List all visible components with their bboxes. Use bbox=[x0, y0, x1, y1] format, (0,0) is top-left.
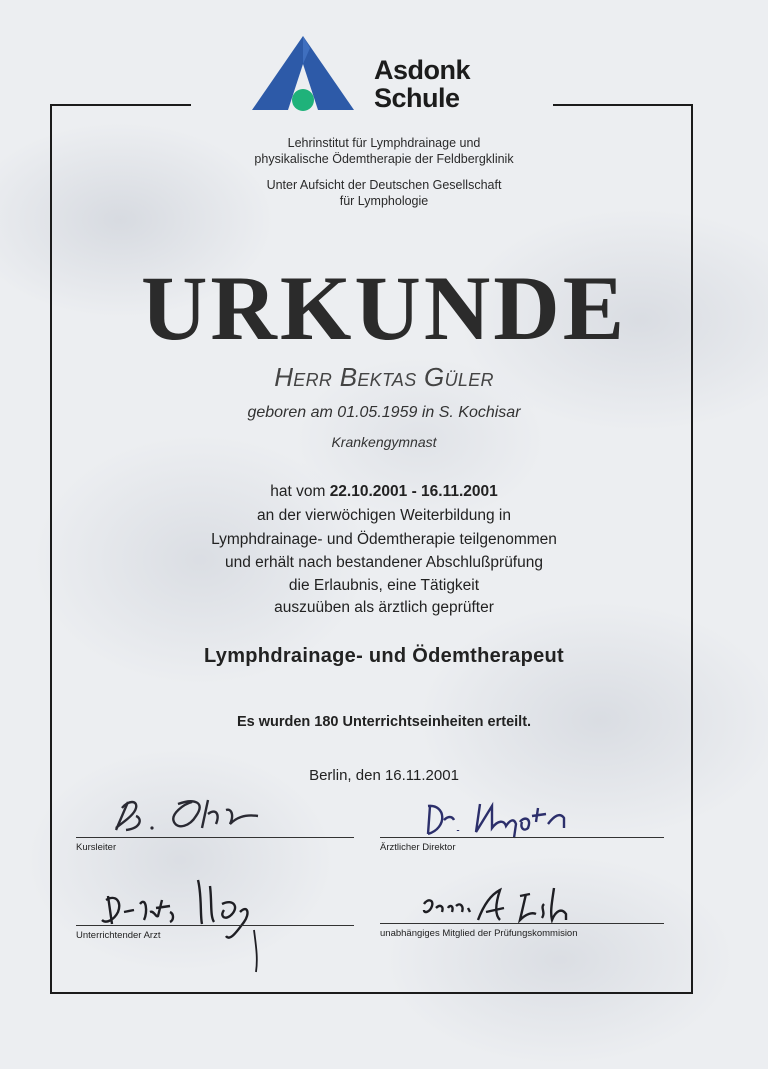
signature-line-medical-director bbox=[380, 837, 664, 838]
place-date: Berlin, den 16.11.2001 bbox=[309, 767, 459, 784]
qualification-title: Lymphdrainage- und Ödemtherapeut bbox=[204, 645, 564, 667]
period-prefix: hat vom bbox=[270, 483, 330, 500]
certificate-title: URKUNDE bbox=[140, 257, 628, 359]
signature-line-independent-member bbox=[380, 923, 664, 924]
independent-member-label: unabhängiges Mitglied der Prüfungskommision bbox=[380, 928, 578, 939]
birth-info: geboren am 01.05.1959 in S. Kochisar bbox=[247, 404, 521, 421]
profession: Krankengymnast bbox=[331, 434, 437, 450]
recipient-name: Herr Bektas Güler bbox=[274, 362, 494, 392]
course-leader-label: Kursleiter bbox=[76, 842, 117, 853]
teaching-doctor-label: Unterrichtender Arzt bbox=[76, 930, 161, 941]
supervision-line2: für Lymphologie bbox=[339, 194, 429, 208]
body-text-line: an der vierwöchigen Weiterbildung in bbox=[257, 507, 511, 524]
medical-director-label: Ärztlicher Direktor bbox=[380, 842, 456, 853]
course-leader-signature bbox=[108, 794, 278, 840]
frame-border-bottom bbox=[50, 992, 693, 994]
signature-line-teaching-doctor bbox=[76, 925, 354, 926]
logo-text-line2: Schule bbox=[374, 83, 460, 113]
frame-border-top-left bbox=[50, 104, 191, 106]
teaching-units: Es wurden 180 Unterrichtseinheiten erteilt. bbox=[236, 714, 532, 730]
period-dates: 22.10.2001 - 16.11.2001 bbox=[329, 483, 498, 500]
period-line bbox=[0, 481, 768, 503]
body-text-line: auszuüben als ärztlich geprüfter bbox=[274, 599, 494, 616]
body-text-line: und erhält nach bestandener Abschlußprüfung bbox=[225, 554, 543, 571]
logo-text-line1: Asdonk bbox=[374, 55, 471, 85]
body-text-line: Lymphdrainage- und Ödemtherapie teilgenommen bbox=[211, 531, 557, 548]
body-text-line: die Erlaubnis, eine Tätigkeit bbox=[288, 577, 480, 594]
asdonk-logo-icon bbox=[248, 34, 358, 118]
institute-line2: physikalische Ödemtherapie der Feldbergklinik bbox=[254, 152, 514, 166]
signature-line-course-leader bbox=[76, 837, 354, 838]
teaching-doctor-signature bbox=[98, 876, 278, 976]
institute-line1: Lehrinstitut für Lymphdrainage und bbox=[287, 136, 481, 150]
frame-border-top-right bbox=[553, 104, 693, 106]
supervision-line1: Unter Aufsicht der Deutschen Gesellschaft bbox=[266, 178, 502, 192]
